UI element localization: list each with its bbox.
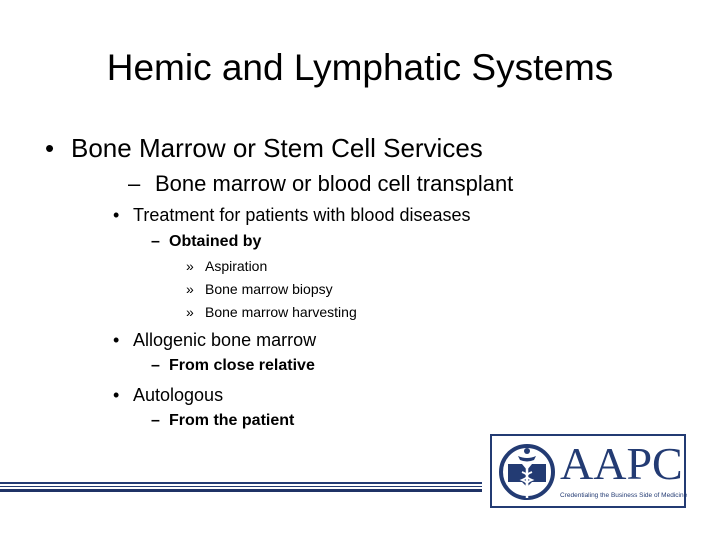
bullet-text: Bone marrow harvesting xyxy=(205,304,357,320)
bullet-biopsy xyxy=(186,280,333,298)
bullet-text: Obtained by xyxy=(169,233,262,250)
bullet-marker: • xyxy=(113,385,120,405)
aapc-logo xyxy=(490,434,686,508)
footer-rule-line xyxy=(0,482,482,484)
bullet-text: From the patient xyxy=(169,412,295,429)
bullet-marker: • xyxy=(113,330,120,350)
bullet-marker: – xyxy=(151,412,160,429)
bullet-text: From close relative xyxy=(169,357,315,374)
bullet-transplant xyxy=(128,171,513,197)
footer-rule-line xyxy=(0,486,482,487)
bullet-treatment xyxy=(113,204,471,226)
bullet-from-patient xyxy=(151,411,294,431)
bullet-text: Treatment for patients with blood diseases xyxy=(133,205,471,225)
bullet-harvesting xyxy=(186,303,357,321)
bullet-obtained-by xyxy=(151,232,261,252)
bullet-text: Allogenic bone marrow xyxy=(133,330,317,350)
bullet-text: Bone marrow or blood cell transplant xyxy=(155,171,514,196)
footer-rule xyxy=(0,482,482,494)
bullet-marker: • xyxy=(45,133,55,163)
aapc-tagline: Credentialing the Business Side of Medicine xyxy=(560,492,688,499)
bullet-marker: – xyxy=(128,171,141,196)
bullet-text: Bone Marrow or Stem Cell Services xyxy=(71,133,483,163)
bullet-text: Autologous xyxy=(133,385,224,405)
bullet-close-relative xyxy=(151,356,315,376)
bullet-bone-marrow-services xyxy=(45,133,483,163)
caduceus-book-icon xyxy=(498,442,556,502)
bullet-marker: » xyxy=(186,258,194,274)
bullet-text: Aspiration xyxy=(205,258,268,274)
aapc-wordmark: AAPC xyxy=(560,438,683,489)
bullet-autologous xyxy=(113,384,223,406)
bullet-marker: – xyxy=(151,233,160,250)
bullet-aspiration xyxy=(186,257,267,275)
bullet-allogenic xyxy=(113,329,316,351)
bullet-marker: » xyxy=(186,281,194,297)
bullet-text: Bone marrow biopsy xyxy=(205,281,333,297)
slide-title: Hemic and Lymphatic Systems xyxy=(106,47,614,88)
bullet-marker: • xyxy=(113,205,120,225)
bullet-marker: » xyxy=(186,304,194,320)
footer-rule-line xyxy=(0,489,482,492)
bullet-marker: – xyxy=(151,357,160,374)
